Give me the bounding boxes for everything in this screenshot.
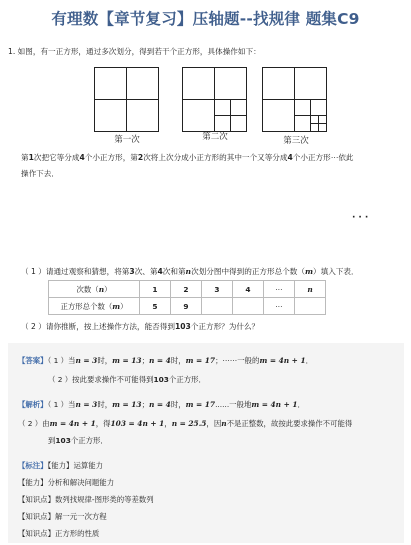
- math: m = 13: [112, 400, 142, 409]
- prompt-var: n: [185, 267, 192, 276]
- page-title: 有理数【章节复习】压轴题--找规律 题集C9: [51, 10, 360, 28]
- math: m = 17: [185, 356, 216, 365]
- cell-var: n: [98, 284, 105, 294]
- cell-text: ）: [120, 301, 128, 311]
- table-cell: 4: [233, 281, 264, 298]
- text: （ 2 ）按此要求操作不可能得到: [48, 375, 154, 384]
- table-cell: n: [295, 281, 326, 298]
- prompt-text: 次、第: [134, 267, 158, 276]
- text: ；: [141, 356, 149, 365]
- text: 到: [48, 436, 56, 445]
- table-row: [49, 281, 326, 298]
- table-cell: 5: [140, 298, 171, 315]
- prompt-num: 3: [129, 267, 135, 276]
- table-header-cell: [49, 281, 140, 298]
- math: m = 4n + 1: [259, 356, 306, 365]
- text: 【能力】运算能力: [47, 461, 104, 470]
- part-1-prompt: [21, 266, 359, 277]
- text: 时，: [97, 356, 113, 365]
- prompt-num: 103: [174, 322, 191, 331]
- text: ，因: [206, 419, 222, 428]
- text: ......一般地: [215, 400, 252, 409]
- figure-label-second: 第二次: [202, 132, 228, 142]
- table-cell: 2: [171, 281, 202, 298]
- math: n: [221, 419, 227, 428]
- figure-label-first: 第一次: [114, 135, 140, 145]
- prompt-text: （ 2 ）请你推断，按上述操作方法，能否得到: [21, 322, 175, 331]
- table-cell: 9: [171, 298, 202, 315]
- text: （ 2 ）由: [18, 419, 50, 428]
- notes-line-2: 【能力】分析和解决问题能力: [18, 478, 115, 487]
- table-cell: 3: [202, 281, 233, 298]
- prompt-var: m: [304, 267, 314, 276]
- desc-text: 次将上次分成小正方形的其中一个又等分成: [143, 153, 288, 162]
- prompt-num: 4: [157, 267, 163, 276]
- math: m = 13: [112, 356, 142, 365]
- text: ，得: [95, 419, 111, 428]
- prompt-text: 个正方形？为什么？: [190, 322, 260, 331]
- text: ．: [297, 400, 305, 409]
- math: m = 4n + 1: [251, 400, 298, 409]
- notes-line-4: 【知识点】解一元一次方程: [18, 512, 107, 521]
- text: 个正方形．: [70, 436, 108, 445]
- figure-label-third: 第三次: [283, 136, 309, 146]
- table-cell: 1: [140, 281, 171, 298]
- answer-line-1: [18, 355, 313, 366]
- table-cell: ⋯: [264, 298, 295, 315]
- desc-text: 个小正方形，第: [84, 153, 138, 162]
- text: ；: [141, 400, 149, 409]
- math: m = 17: [185, 400, 216, 409]
- desc-num: 1: [28, 153, 34, 162]
- math: n = 4: [148, 356, 171, 365]
- question-description: [21, 150, 401, 182]
- cell-text: 次数（: [76, 284, 99, 294]
- figure-third-division: [262, 67, 328, 132]
- figure-first-division: [94, 67, 160, 132]
- answer-panel: [8, 343, 404, 543]
- desc-num: 4: [79, 153, 85, 162]
- text: 不是正整数，故按此要求操作不可能得: [226, 419, 353, 428]
- math: n = 25.5: [171, 419, 207, 428]
- question-text: 如图，有一正方形，通过多次划分，得到若干个正方形，具体操作如下：: [17, 47, 261, 56]
- ellipsis-dots: ···: [352, 213, 372, 223]
- table-row: [49, 298, 326, 315]
- text: ；⋯⋯一般的: [215, 356, 260, 365]
- answer-tag: 【答案】: [18, 356, 48, 365]
- desc-num: 4: [287, 153, 293, 162]
- table-cell: [295, 298, 326, 315]
- text: （ 1 ）当: [47, 400, 76, 409]
- table-cell: ⋯: [264, 281, 295, 298]
- table-cell: [233, 298, 264, 315]
- answer-line-2: [48, 374, 206, 385]
- text: ．: [305, 356, 313, 365]
- analysis-tag: 【解析】: [18, 400, 48, 409]
- math: 103 = 4n + 1: [110, 419, 165, 428]
- analysis-line-2: [18, 418, 352, 429]
- notes-line-5: 【知识点】正方形的性质: [18, 529, 100, 538]
- desc-text: 第: [21, 153, 29, 162]
- data-table: [48, 280, 326, 315]
- prompt-text: 次和第: [162, 267, 186, 276]
- text: 时，: [97, 400, 113, 409]
- analysis-line-1: [18, 399, 305, 410]
- notes-line-3: 【知识点】数列找规律-图形类的等差数列: [18, 495, 154, 504]
- text: 时，: [170, 356, 186, 365]
- prompt-text: （ 1 ）请通过观察和猜想，将第: [21, 267, 130, 276]
- math: n = 4: [148, 400, 171, 409]
- analysis-line-3: [48, 435, 108, 446]
- num: 103: [55, 436, 71, 445]
- prompt-text: ）填入下表．: [313, 267, 359, 276]
- desc-text: 次把它等分成: [33, 153, 80, 162]
- math: m = 4n + 1: [49, 419, 96, 428]
- math: n = 3: [75, 356, 98, 365]
- notes-line-1: [18, 460, 103, 471]
- cell-text: 正方形总个数（: [60, 301, 113, 311]
- desc-num: 2: [137, 153, 144, 162]
- text: 时，: [170, 400, 186, 409]
- table-header-cell: [49, 298, 140, 315]
- text: （ 1 ）当: [47, 356, 76, 365]
- math: n = 3: [75, 400, 98, 409]
- prompt-text: 次划分图中得到的正方形总个数（: [191, 267, 305, 276]
- cell-text: ）: [104, 284, 112, 294]
- cell-var: m: [112, 301, 121, 311]
- question-stem: [8, 46, 261, 57]
- num: 103: [153, 375, 169, 384]
- notes-tag: 【标注】: [18, 461, 48, 470]
- text: 个正方形．: [168, 375, 206, 384]
- text: ，: [164, 419, 172, 428]
- part-2-prompt: [21, 321, 259, 332]
- figure-second-division: [182, 67, 248, 132]
- desc-text: 操作下去．: [21, 169, 59, 178]
- question-number: 1.: [8, 47, 16, 56]
- table-cell: [202, 298, 233, 315]
- desc-text: 个小正方形⋯依此: [292, 153, 354, 162]
